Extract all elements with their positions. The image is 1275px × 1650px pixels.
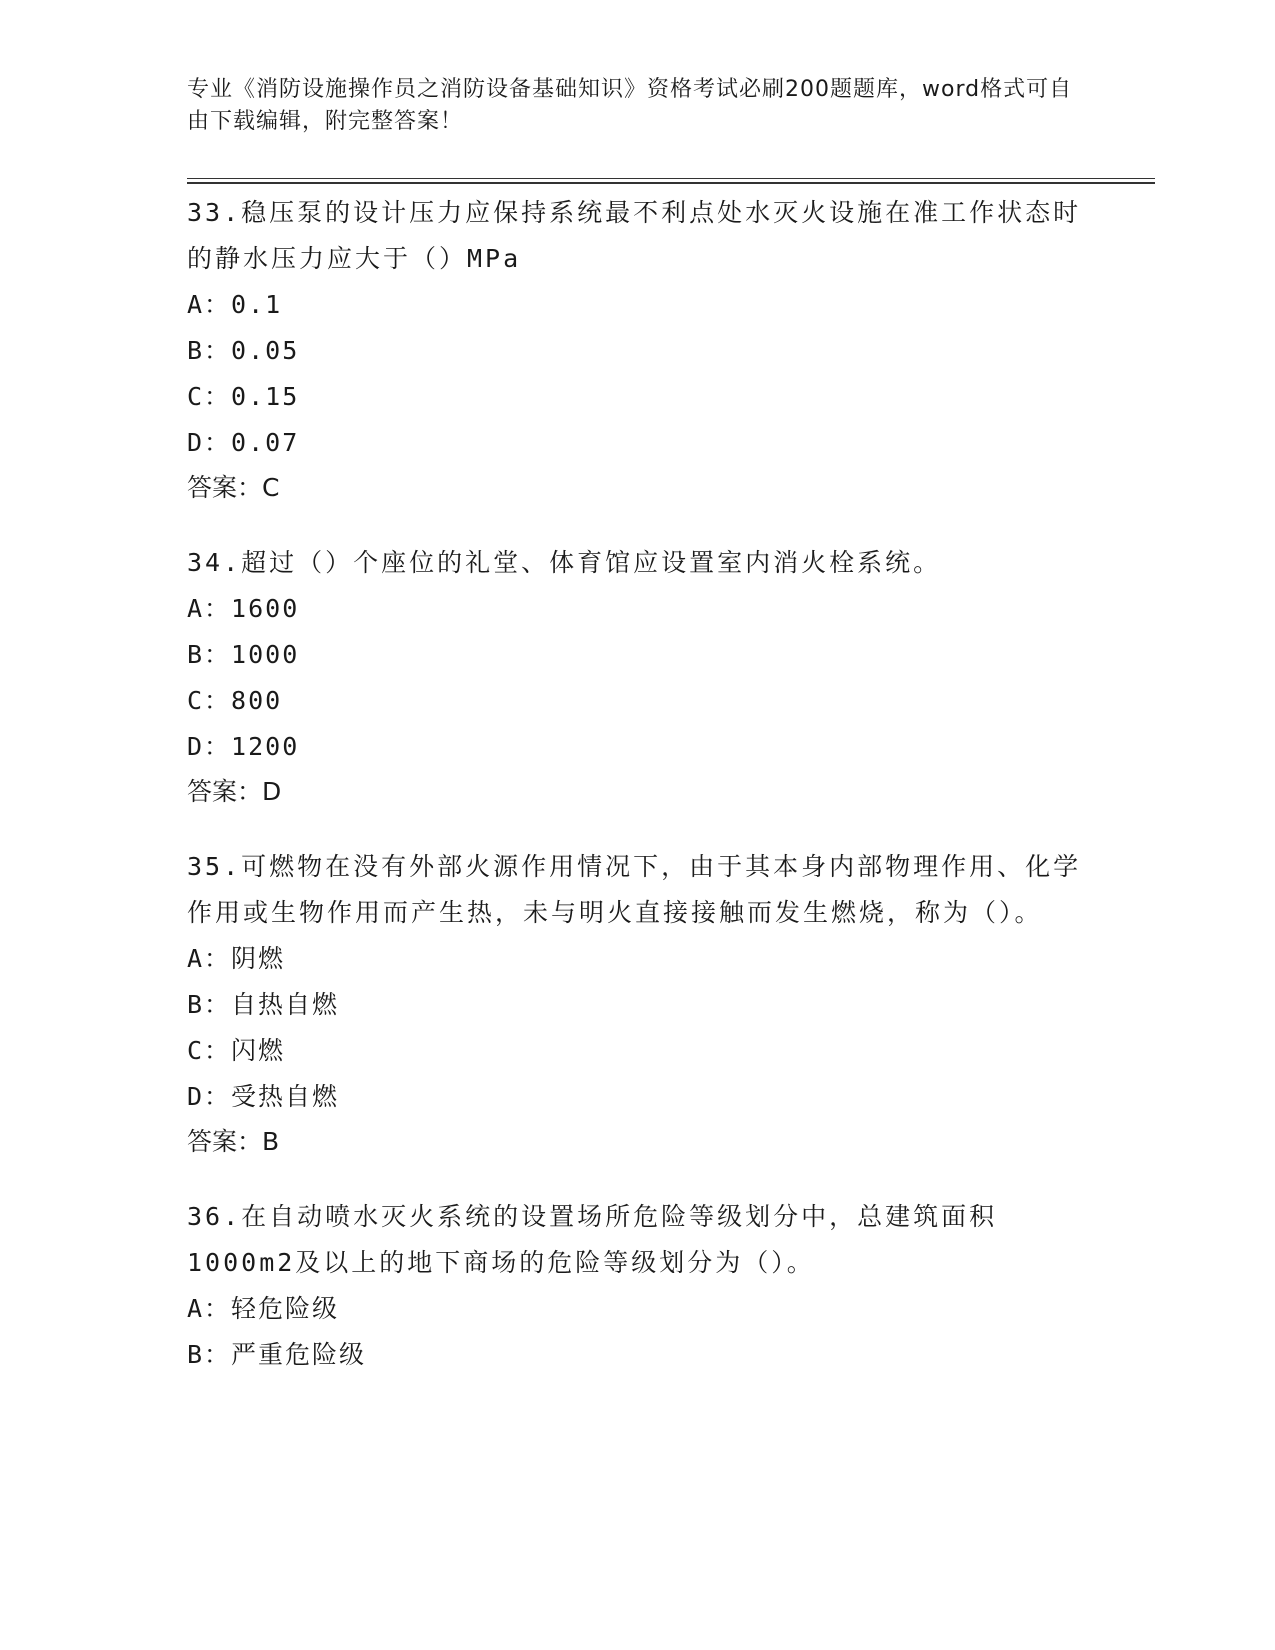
option-b: B：0.05 xyxy=(187,336,300,365)
option-d: D：0.07 xyxy=(187,428,300,457)
answer: 答案：D xyxy=(187,777,282,806)
header-divider xyxy=(187,178,1155,184)
question-stem: 36.在自动喷水灭火系统的设置场所危险等级划分中，总建筑面积1000m2及以上的地下商场的危险等级划分为（）。 xyxy=(187,1202,998,1277)
question-stem: 33.稳压泵的设计压力应保持系统最不利点处水灭火设施在准工作状态时的静水压力应大于（）MPa xyxy=(187,198,1082,273)
question-33 xyxy=(187,190,1087,510)
question-stem: 34.超过（）个座位的礼堂、体育馆应设置室内消火栓系统。 xyxy=(187,548,942,577)
answer: 答案：C xyxy=(187,473,280,502)
option-a: A：轻危险级 xyxy=(187,1294,340,1323)
question-36 xyxy=(187,1194,1087,1378)
option-a: A：阴燃 xyxy=(187,944,286,973)
option-a: A：0.1 xyxy=(187,290,283,319)
question-list xyxy=(187,190,1087,1408)
answer: 答案：B xyxy=(187,1127,280,1156)
option-b: B：1000 xyxy=(187,640,300,669)
option-b: B：严重危险级 xyxy=(187,1340,367,1369)
question-34 xyxy=(187,540,1087,814)
question-35 xyxy=(187,844,1087,1164)
option-c: C：800 xyxy=(187,686,283,715)
option-d: D：1200 xyxy=(187,732,300,761)
option-c: C：闪燃 xyxy=(187,1036,286,1065)
option-b: B：自热自燃 xyxy=(187,990,340,1019)
option-c: C：0.15 xyxy=(187,382,300,411)
option-a: A：1600 xyxy=(187,594,300,623)
option-d: D：受热自燃 xyxy=(187,1082,340,1111)
question-stem: 35.可燃物在没有外部火源作用情况下，由于其本身内部物理作用、化学作用或生物作用而产生热，未与明火直接接触而发生燃烧，称为（）。 xyxy=(187,852,1082,927)
document-header: 专业《消防设施操作员之消防设备基础知识》资格考试必刷200题题库，word格式可自由下载编辑，附完整答案！ xyxy=(187,77,1073,134)
